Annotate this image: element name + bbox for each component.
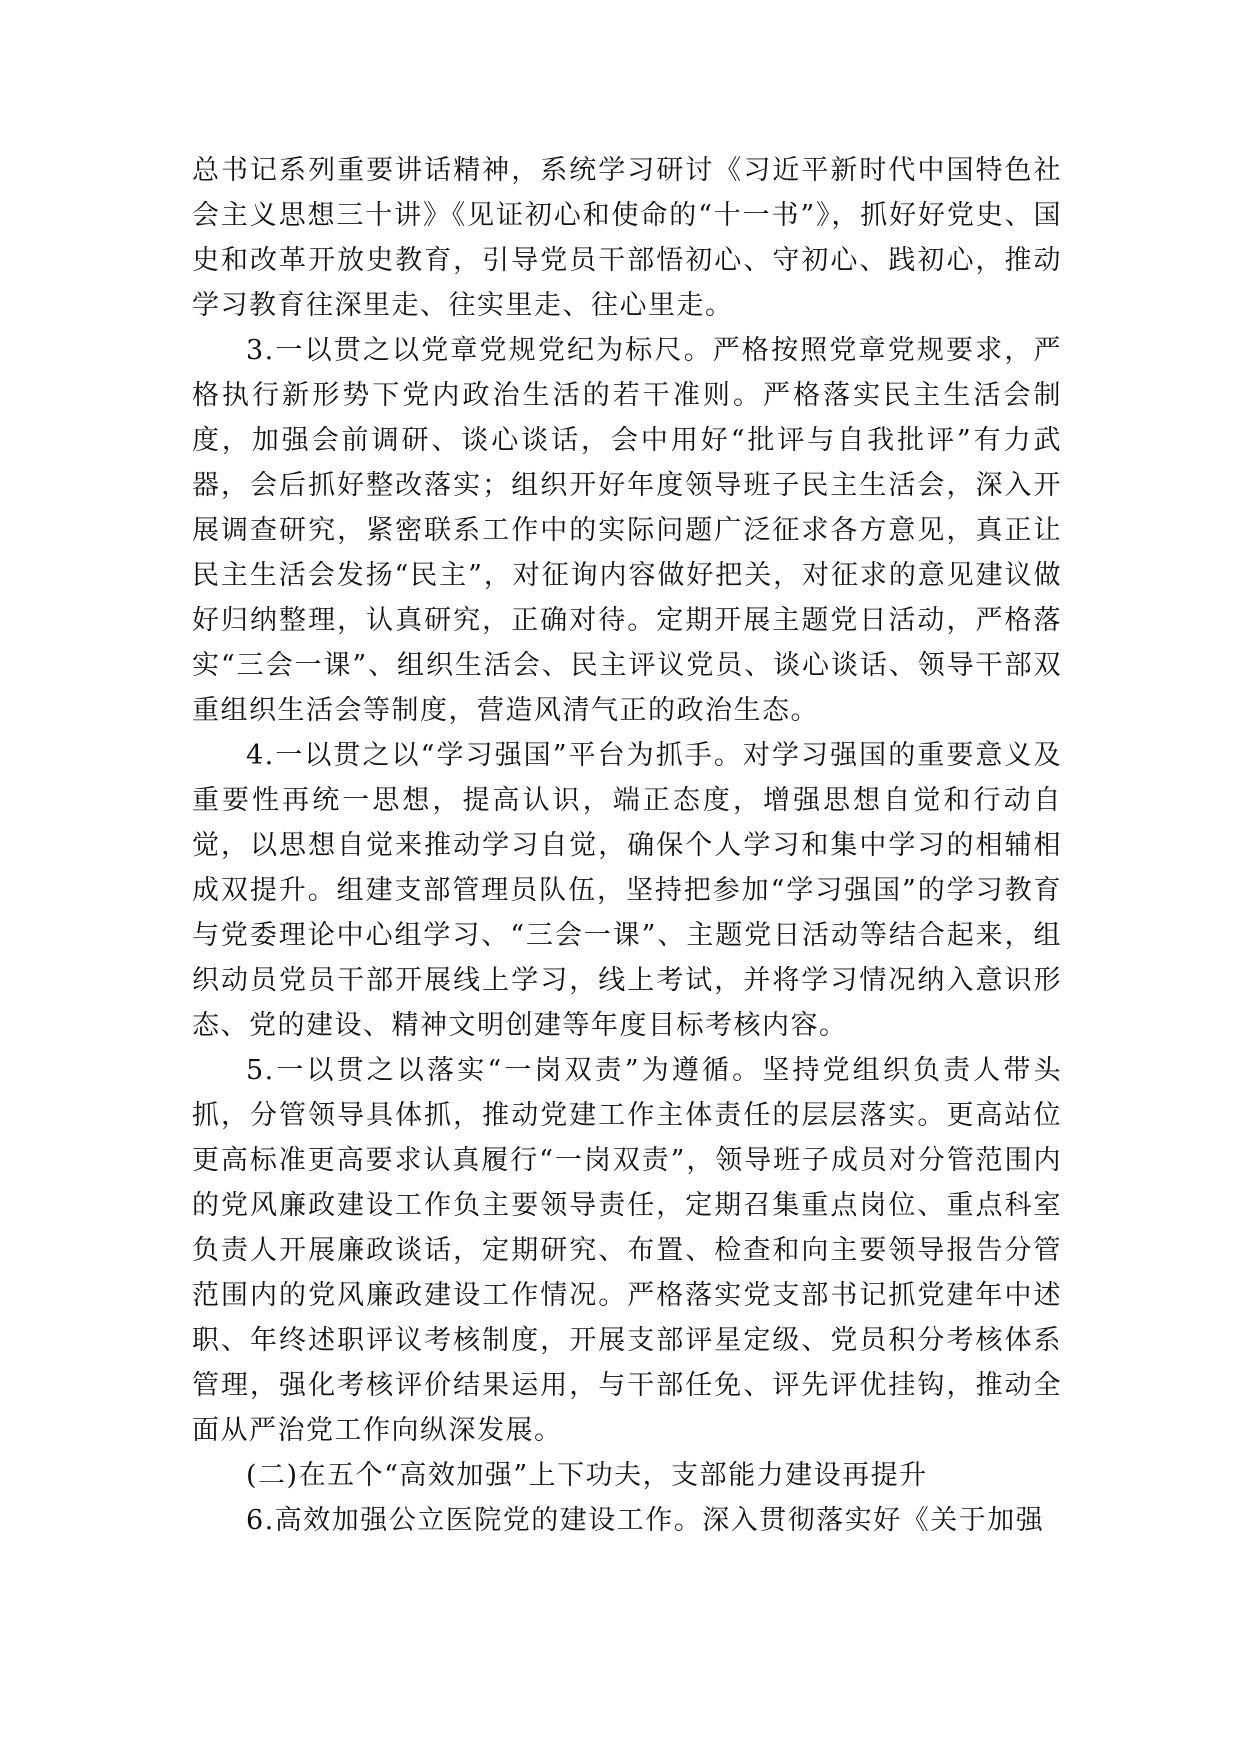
paragraph-item-3: 3.一以贯之以党章党规党纪为标尺。严格按照党章党规要求，严格执行新形势下党内政治生活的若干准则。严格落实民主生活会制度，加强会前调研、谈心谈话，会中用好“批评与自我批评”有力武器，会后抓好整改落实；组织开好年度领导班子民主生活会，深入开展调查研究，紧密联系工作中的实际问题广泛征求各方意见，真正让民主生活会发扬“民主”，对征询内容做好把关，对征求的意见建议做好归纳整理，认真研究，正确对待。定期开展主题党日活动，严格落实“三会一课”、组织生活会、民主评议党员、谈心谈话、领导干部双重组织生活会等制度，营造风清气正的政治生态。 [192, 335, 1062, 726]
paragraph-item-6: 6.高效加强公立医院党的建设工作。深入贯彻落实好《关于加强 [246, 1505, 1045, 1536]
section-heading: (二)在五个“高效加强”上下功夫，支部能力建设再提升 [246, 1460, 928, 1491]
document-page [192, 148, 1062, 1543]
paragraph-continuation: 总书记系列重要讲话精神，系统学习研讨《习近平新时代中国特色社会主义思想三十讲》《见证初心和使命的“十一书”》，抓好好党史、国史和改革开放史教育，引导党员干部悟初心、守初心、践初心，推动学习教育往深里走、往实里走、往心里走。 [192, 155, 1062, 321]
paragraph-item-5: 5.一以贯之以落实“一岗双责”为遵循。坚持党组织负责人带头抓，分管领导具体抓，推动党建工作主体责任的层层落实。更高站位更高标准更高要求认真履行“一岗双责”，领导班子成员对分管范围内的党风廉政建设工作负主要领导责任，定期召集重点岗位、重点科室负责人开展廉政谈话，定期研究、布置、检查和向主要领导报告分管范围内的党风廉政建设工作情况。严格落实党支部书记抓党建年中述职、年终述职评议考核制度，开展支部评星定级、党员积分考核体系管理，强化考核评价结果运用，与干部任免、评先评优挂钩，推动全面从严治党工作向纵深发展。 [192, 1055, 1062, 1446]
paragraph-item-4: 4.一以贯之以“学习强国”平台为抓手。对学习强国的重要意义及重要性再统一思想，提高认识，端正态度，增强思想自觉和行动自觉，以思想自觉来推动学习自觉，确保个人学习和集中学习的相辅相成双提升。组建支部管理员队伍，坚持把参加“学习强国”的学习教育与党委理论中心组学习、“三会一课”、主题党日活动等结合起来，组织动员党员干部开展线上学习，线上考试，并将学习情况纳入意识形态、党的建设、精神文明创建等年度目标考核内容。 [192, 740, 1062, 1041]
